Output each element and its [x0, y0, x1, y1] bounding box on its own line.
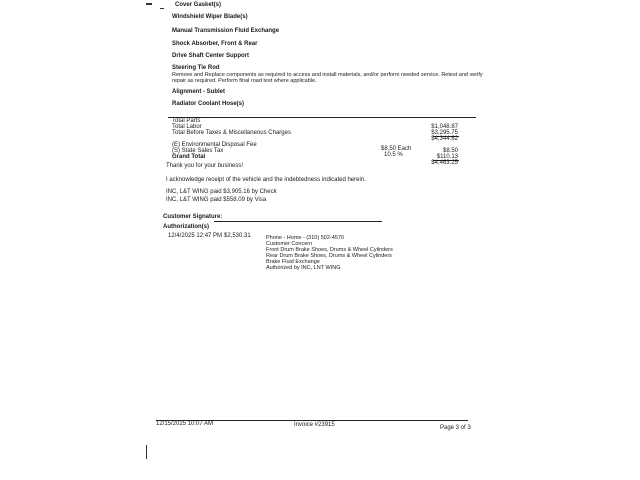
tax-rate: 10.5 % — [384, 152, 403, 158]
service-description: repair as required. Perform final road test where applicable. — [172, 78, 317, 84]
authorization-line: Brake Fluid Exchange — [266, 259, 320, 265]
total-parts-label: Total Parts — [172, 118, 201, 124]
service-title: Drive Shaft Center Support — [172, 53, 250, 59]
authorization-line: Rear Drum Brake Shoes, Drums & Wheel Cylinders — [266, 253, 392, 259]
service-description: Remove and Replace components as required to access and install materials, and/or perform needed service. Retest and verify — [172, 72, 483, 78]
grand-total-amount: $4,463.25 — [431, 160, 458, 166]
service-title: Radiator Coolant Hose(s) — [172, 101, 245, 107]
service-title: Shock Absorber, Front & Rear — [172, 41, 258, 47]
total-parts-amount: $1,048.87 — [431, 124, 458, 130]
signature-label: Customer Signature: — [163, 214, 223, 220]
footer-invoice-number: Invoice #23915 — [294, 422, 335, 428]
thank-you-note: Thank you for your business! — [166, 163, 244, 169]
total-labor-amount: $3,295.75 — [431, 130, 458, 136]
authorization-line: Front Drum Brake Shoes, Drums & Wheel Cylinders — [266, 247, 393, 253]
service-title: Steering Tie Rod — [172, 65, 220, 71]
payment-line: INC, L&T WING paid $558.09 by Visa — [166, 197, 267, 203]
service-title: Windshield Wiper Blade(s) — [172, 14, 248, 20]
totals-top-rule — [168, 117, 476, 118]
service-title: Manual Transmission Fluid Exchange — [172, 28, 280, 34]
acknowledgement-text: I acknowledge receipt of the vehicle and the indebtedness indicated herein. — [166, 177, 366, 183]
env-fee-amount: $8.50 — [442, 148, 458, 154]
service-title: Cover Gasket(s) — [175, 2, 222, 8]
footer-timestamp: 12/15/2025 10:07 AM — [156, 421, 214, 427]
tax-amount: $110.13 — [436, 154, 458, 160]
env-fee-label: (E) Environmental Disposal Fee — [172, 142, 257, 148]
tax-label: (S) State Sales Tax — [172, 148, 224, 154]
scan-artifact — [160, 8, 164, 9]
service-title: Alignment - Sublet — [172, 89, 225, 95]
grand-total-label: Grand Total — [172, 154, 206, 160]
total-before-label: Total Before Taxes & Miscellaneous Charges — [172, 130, 291, 136]
scan-artifact — [146, 445, 147, 459]
payment-line: INC, L&T WING paid $3,905.16 by Check — [166, 189, 277, 195]
signature-line — [214, 221, 382, 222]
total-before-amount: $4,344.62 — [431, 136, 458, 142]
env-fee-rate: $8.50 Each — [381, 146, 412, 152]
authorization-date: 12/4/2025 12:47 PM — [168, 233, 223, 239]
scan-artifact — [146, 3, 152, 5]
authorization-line: Phone - Home - (310) 502-4570 — [266, 235, 344, 241]
authorization-amount: $2,530.31 — [224, 233, 251, 239]
authorization-line: Authorized by INC, LNT WING — [266, 265, 341, 271]
authorization-label: Authorization(s) — [163, 224, 209, 230]
total-labor-label: Total Labor — [172, 124, 202, 130]
authorization-line: Customer Concern — [266, 241, 313, 247]
footer-page-number: Page 3 of 3 — [440, 425, 471, 431]
